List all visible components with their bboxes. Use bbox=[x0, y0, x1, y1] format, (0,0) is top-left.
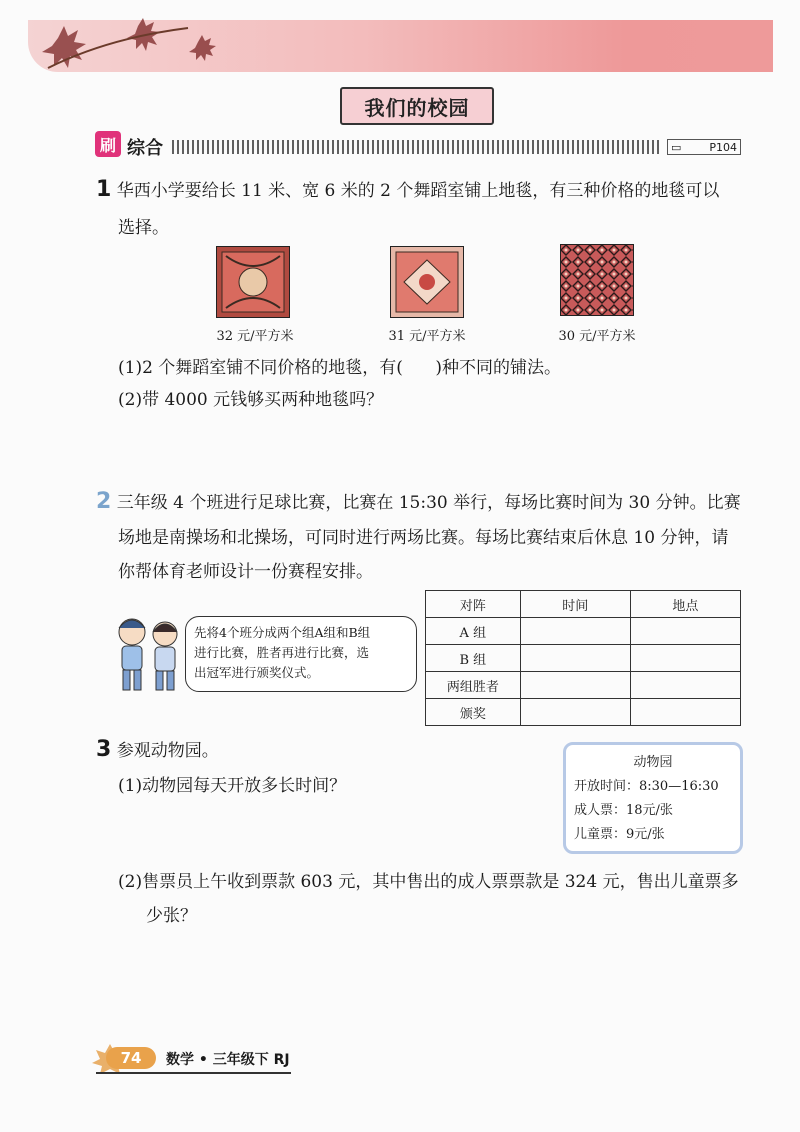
footer-rule bbox=[96, 1072, 291, 1074]
question-number: 2 bbox=[96, 489, 112, 514]
carpet-price-1: 32 元/平方米 bbox=[216, 329, 294, 344]
question-1-line2: 选择。 bbox=[118, 218, 169, 238]
section-label: 综合 bbox=[127, 138, 163, 159]
question-1-sub2: (2)带 4000 元钱够买两种地毯吗？ bbox=[118, 390, 384, 410]
table-cell[interactable] bbox=[630, 645, 740, 672]
table-header-row bbox=[426, 591, 741, 618]
table-cell-label: B 组 bbox=[426, 645, 521, 672]
book-icon: ▭ bbox=[671, 140, 682, 154]
table-cell[interactable] bbox=[520, 699, 630, 726]
question-3-sub2: (2)售票员上午收到票款 603 元，其中售出的成人票票款是 324 元，售出儿童票多 bbox=[118, 872, 739, 892]
table-cell[interactable] bbox=[520, 645, 630, 672]
table-cell-label: A 组 bbox=[426, 618, 521, 645]
table-cell[interactable] bbox=[630, 672, 740, 699]
page-reference-text: P104 bbox=[709, 140, 737, 154]
table-cell-label: 两组胜者 bbox=[426, 672, 521, 699]
carpet-image-1 bbox=[216, 246, 290, 318]
zoo-card-adult: 成人票：18元/张 bbox=[574, 803, 673, 818]
page-reference bbox=[667, 139, 741, 155]
question-text: 三年级 4 个班进行足球比赛，比赛在 15:30 举行，每场比赛时间为 30 分钟。比赛 bbox=[116, 493, 741, 513]
table-row bbox=[426, 645, 741, 672]
question-1-sub1: (1)2 个舞蹈室铺不同价格的地毯，有( )种不同的铺法。 bbox=[118, 358, 561, 378]
zoo-info-card bbox=[563, 742, 743, 854]
footer-text: 数学 • 三年级下 RJ bbox=[166, 1052, 290, 1068]
page-title: 我们的校园 bbox=[340, 87, 494, 125]
carpet-price-3: 30 元/平方米 bbox=[558, 329, 636, 344]
page-number: 74 bbox=[106, 1047, 156, 1069]
question-2-line2: 场地是南操场和北操场，可同时进行两场比赛。每场比赛结束后休息 10 分钟，请 bbox=[118, 528, 729, 548]
schedule-table bbox=[425, 590, 741, 726]
question-3 bbox=[96, 734, 219, 767]
table-cell[interactable] bbox=[520, 672, 630, 699]
table-header: 时间 bbox=[520, 591, 630, 618]
carpet-price-2: 31 元/平方米 bbox=[388, 329, 466, 344]
question-1 bbox=[96, 174, 719, 207]
question-2-line3: 你帮体育老师设计一份赛程安排。 bbox=[118, 562, 373, 582]
question-2 bbox=[96, 486, 741, 519]
section-stripes bbox=[172, 140, 662, 154]
question-number: 1 bbox=[96, 177, 112, 202]
bubble-line: 进行比赛，胜者再进行比赛，选 bbox=[194, 645, 370, 660]
table-row bbox=[426, 699, 741, 726]
question-number: 3 bbox=[96, 737, 112, 762]
question-text: 华西小学要给长 11 米、宽 6 米的 2 个舞蹈室铺上地毯，有三种价格的地毯可以 bbox=[116, 181, 720, 201]
bubble-line: 出冠军进行颁奖仪式。 bbox=[194, 665, 320, 680]
table-header: 对阵 bbox=[426, 591, 521, 618]
table-row bbox=[426, 618, 741, 645]
table-cell-label: 颁奖 bbox=[426, 699, 521, 726]
zoo-card-child: 儿童票：9元/张 bbox=[574, 827, 665, 842]
table-header: 地点 bbox=[630, 591, 740, 618]
zoo-card-title: 动物园 bbox=[633, 755, 673, 770]
children-illustration bbox=[110, 612, 186, 696]
zoo-card-hours: 开放时间：8:30—16:30 bbox=[574, 779, 719, 794]
table-cell[interactable] bbox=[630, 618, 740, 645]
bubble-line: 先将4个班分成两个组A组和B组 bbox=[194, 625, 371, 640]
table-cell[interactable] bbox=[630, 699, 740, 726]
question-3-sub1: (1)动物园每天开放多长时间？ bbox=[118, 776, 347, 796]
carpet-image-3 bbox=[560, 244, 634, 316]
question-3-sub2-line2: 少张？ bbox=[146, 906, 197, 926]
carpet-image-2 bbox=[390, 246, 464, 318]
table-cell[interactable] bbox=[520, 618, 630, 645]
question-text: 参观动物园。 bbox=[116, 741, 219, 761]
table-row bbox=[426, 672, 741, 699]
speech-bubble bbox=[185, 616, 417, 692]
maple-leaves-decoration bbox=[28, 18, 268, 78]
section-badge: 刷 bbox=[95, 131, 121, 157]
